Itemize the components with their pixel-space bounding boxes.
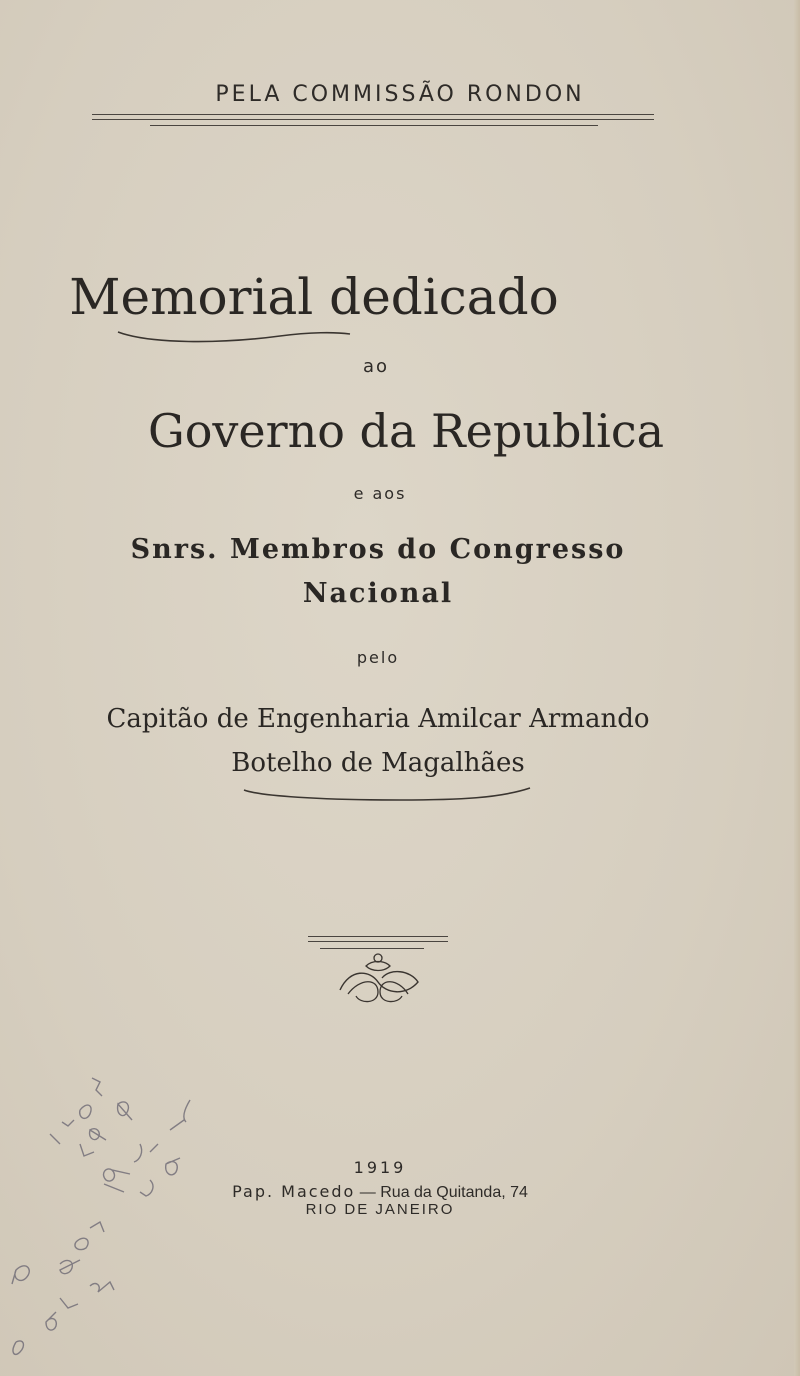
title-line-3b: Nacional xyxy=(302,578,454,609)
ornament-rule-2 xyxy=(308,941,448,942)
page-edge xyxy=(794,0,800,1376)
header-rule-bottom xyxy=(150,125,598,126)
author-line-2: Botelho de Magalhães xyxy=(231,748,525,778)
pencil-marginalia xyxy=(0,1060,240,1376)
title-line-1: Memorial dedicado xyxy=(69,268,559,326)
publisher-line xyxy=(0,1182,760,1202)
publisher-name: Pap. Macedo xyxy=(232,1182,356,1201)
title-line-2: Governo da Republica xyxy=(147,404,665,458)
connector-ao: ao xyxy=(362,356,390,377)
connector-e-aos: e aos xyxy=(353,484,407,503)
ornament-rule-1 xyxy=(308,936,448,937)
publisher-address: — Rua da Quitanda, 74 xyxy=(355,1184,528,1201)
title-swash-1 xyxy=(110,322,370,352)
publication-year: 1919 xyxy=(353,1158,407,1177)
title-line-3a: Snrs. Membros do Congresso xyxy=(130,534,626,565)
header-rule-top xyxy=(92,114,654,115)
author-line-1: Capitão de Engenharia Amilcar Armando xyxy=(106,704,650,734)
author-swash xyxy=(240,782,540,812)
commission-header: PELA COMMISSÃO RONDON xyxy=(215,82,585,107)
publication-city: RIO DE JANEIRO xyxy=(305,1201,455,1218)
ornament-icon xyxy=(330,948,430,1008)
header-rule-mid xyxy=(92,119,654,120)
connector-pelo: pelo xyxy=(356,648,400,667)
